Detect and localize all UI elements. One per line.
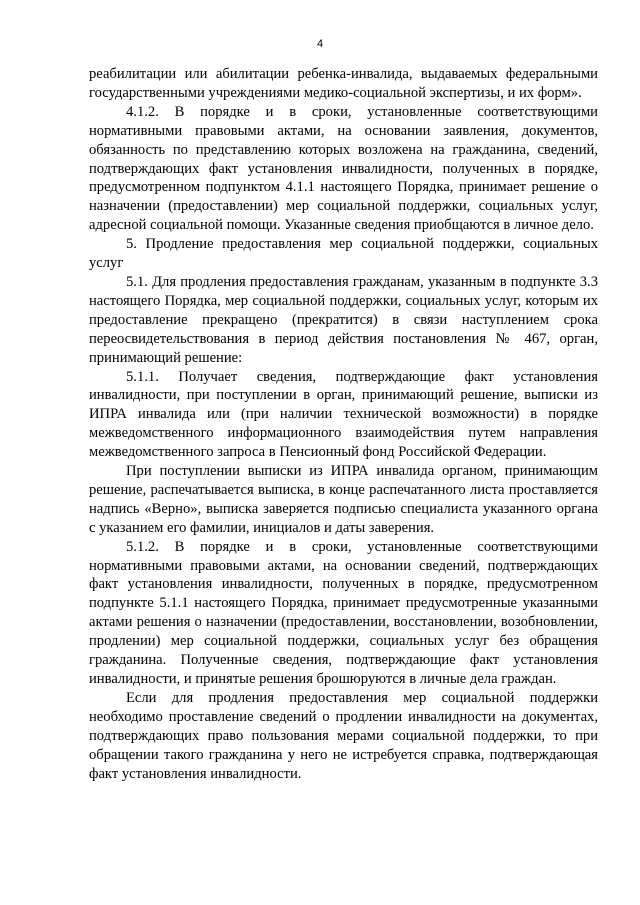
paragraph: 4.1.2. В порядке и в сроки, установленные соответствующими нормативными правовыми актами, на основании заявления, документов, обязанность по представлению которых возложена на гражданина, сведений, подтверждающих факт установления инвалидности, полученных в порядке, предусмотренном подпунктом 4.1.1 настоящего Порядка, принимает решение о назначении (предоставлении) мер социальной поддержки, социальных услуг, адресной социальной помощи. Указанные сведения приобщаются в личное дело.	[89, 103, 598, 234]
paragraph: 5.1. Для продления предоставления гражданам, указанным в подпункте 3.3 настоящего Порядка, мер социальной поддержки, социальных услуг, которым их предоставление прекращено (прекратится) в связи наступлением срока переосвидетельствования в период действия постановления № 467, орган, принимающий решение:	[89, 273, 598, 366]
section-heading: 5. Продление предоставления мер социальной поддержки, социальных услуг	[89, 236, 598, 272]
document-body	[89, 65, 598, 783]
paragraph: При поступлении выписки из ИПРА инвалида органом, принимающим решение, распечатывается выписка, в конце распечатанного листа проставляется надпись «Верно», выписка заверяется подписью специалиста указанного органа с указанием его фамилии, инициалов и даты заверения.	[89, 463, 598, 536]
paragraph: 5.1.1. Получает сведения, подтверждающие факт установления инвалидности, при поступлении в орган, принимающий решение, выписки из ИПРА инвалида или (при наличии технической возможности) в порядке межведомственного информационного взаимодействия путем направления межведомственного запроса в Пенсионный фонд Российской Федерации.	[89, 368, 598, 461]
paragraph: Если для продления предоставления мер социальной поддержки необходимо проставление сведений о продлении инвалидности на документах, подтверждающих право пользования мерами социальной поддержки, то при обращении такого гражданина у него не истребуется справка, подтверждающая факт установления инвалидности.	[89, 689, 598, 782]
paragraph: реабилитации или абилитации ребенка-инвалида, выдаваемых федеральными государственными учреждениями медико-социальной экспертизы, и их форм».	[89, 66, 598, 101]
paragraph: 5.1.2. В порядке и в сроки, установленные соответствующими нормативными правовыми актами, на основании сведений, подтверждающих факт установления инвалидности, полученных в порядке, предусмотренном подпункте 5.1.1 настоящего Порядка, принимает предусмотренные указанными актами решения о назначении (предоставлении, восстановлении, возобновлении, продлении) мер социальной поддержки, социальных услуг без обращения гражданина. Полученные сведения, подтверждающие факт установления инвалидности, и принятые решения брошюруются в личные дела граждан.	[89, 538, 598, 687]
page-number: 4	[316, 38, 324, 50]
